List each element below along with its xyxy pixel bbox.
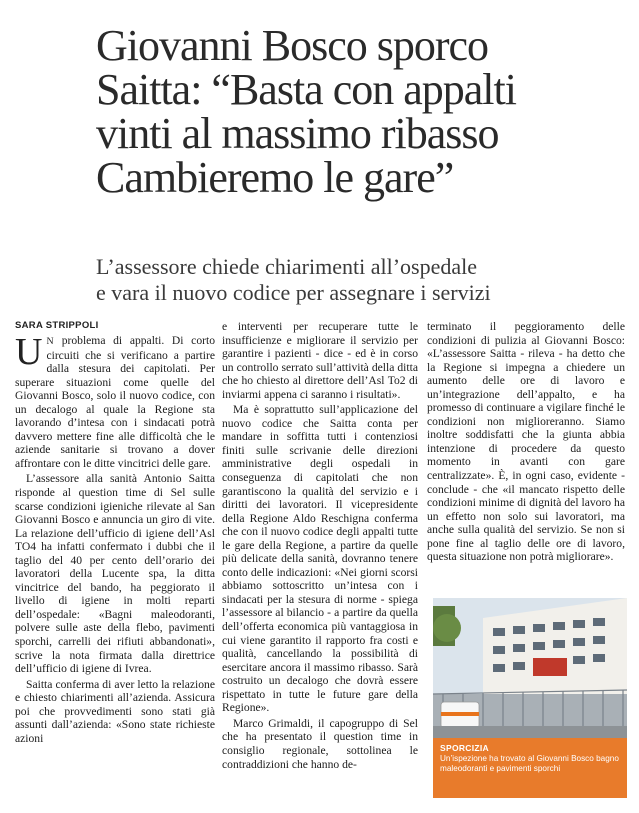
article-paragraph: L’assessore alla sanità Antonio Saitta risponde al question time di Sel sulle scarse condizioni igieniche rilevate al San Giovanni Bosco e annuncia un giro di vite. La relazione dell’ufficio di igiene dell’Asl TO4 ha infatti confermato i dubbi che il taglio del 40 per cento dell’orario dei lavoratori della Lucente spa, la ditta vincitrice del bando, ha peggiorato il livello di igiene in molti reparti dell’ospedale: «Bagni maleodoranti, polvere sulle aste della flebo, pavimenti sporchi, carrelli dei rifiuti abbandonati», scrive la nota firmata dalla direttrice dell’ufficio di igiene di Ivrea. — [15, 472, 215, 676]
article-paragraph: Ma è soprattutto sull’applicazione del nuovo codice che Saitta conta per mandare in soffitta tutti i contenziosi finiti sulle scrivanie delle direzioni amministrative degli ospedali in conseguenza di capitolati che non garantiscono la qualità del servizio e i diritti dei lavoratori. Il vicepresidente della Regione Aldo Reschigna conferma che con il nuovo codice degli appalti tutte le gare della Regione, a partire da quelle più delicate della sanità, dovranno tenere conto delle indicazioni: «Nei giorni scorsi abbiamo sottoscritto un’intesa con i sindacati per la stesura di norme - spiega l’assessore al bilancio - a partire da quella dell’offerta economica più vantaggiosa in cui viene garantito il rapporto fra costi e qualità, cancellando la possibilità di esercitare ancora il massimo ribasso. Sarà costruito un decalogo che dovrà essere rispettato in tutte le future gare della Regione». — [222, 403, 418, 715]
subheadline-line: e vara il nuovo codice per assegnare i servizi — [96, 280, 491, 305]
article-column-3 — [427, 320, 625, 590]
article-paragraph — [15, 334, 215, 470]
subheadline-line: L’assessore chiede chiarimenti all’ospedale — [96, 254, 477, 279]
article-paragraph: terminato il peggioramento delle condizioni di pulizia al Giovanni Bosco: «L’assessore Saitta - rileva - ha detto che la Regione si impegna a chiedere un aumento delle ore di lavoro e un’integrazione dell’appalto, e ha promesso di continuare a vigilare finché le condizioni non miglioreranno. Siamo inoltre soddisfatti che la giunta abbia intenzione di procedere da questo momento in avanti con gare centralizzate». È, in ogni caso, evidente - conclude - che «il mancato rispetto delle condizioni minime di dignità del lavoro ha un effetto non solo sui lavoratori, ma anche sulla qualità del servizio. Se non si pone fine al taglio delle ore di lavoro, questa situazione non potrà migliorare». — [427, 320, 625, 564]
headline-line: Saitta: “Basta con appalti — [96, 65, 516, 114]
caption-title: SPORCIZIA — [440, 743, 489, 753]
subheadline — [96, 254, 616, 306]
article-paragraph: Saitta conferma di aver letto la relazione e chiesto chiarimenti all’azienda. Assicura poi che provvedimenti sono stati già assunti dall’azienda: «Sono state richieste azioni — [15, 677, 215, 745]
headline — [96, 21, 616, 202]
article-column-2 — [222, 320, 418, 808]
byline: SARA STRIPPOLI — [15, 320, 99, 331]
article-column-1 — [15, 334, 215, 804]
headline-line: Cambieremo le gare” — [96, 153, 454, 202]
caption-text: Un’ispezione ha trovato al Giovanni Bosco bagno maleodoranti e pavimenti sporchi — [440, 754, 619, 773]
article-paragraph: e interventi per recuperare tutte le insufficienze e migliorare il servizio per garantire i pazienti - dice - ed è in corso un controllo serrato sull’attività della ditta che ho chiesto al direttore dell’Asl To2 di inviarmi appena ci saranno i risultati». — [222, 320, 418, 401]
paragraph-text: problema di appalti. Di corto circuiti che si verificano a partire dalla stesura dei capitolati. Per superare situazioni come quelle del Giovanni Bosco, solo il nuovo codice, con un decalogo al quale la Regione sta lavorando d’intesa con i sindacati potrà davvero mettere fine alle difficoltà che le aziende sanitarie si trovano a dover affrontare con le ditte vincitrici delle gare. — [15, 334, 215, 470]
article-paragraph: Marco Grimaldi, il capogruppo di Sel che ha presentato il question time in consiglio regionale, sottolinea le contraddizioni che hanno de- — [222, 716, 418, 771]
lead-smallcaps: N — [46, 336, 55, 347]
photo-caption — [433, 738, 627, 798]
dropcap: U — [15, 334, 43, 373]
headline-line: Giovanni Bosco sporco — [96, 21, 489, 70]
headline-line: vinti al massimo ribasso — [96, 109, 499, 158]
